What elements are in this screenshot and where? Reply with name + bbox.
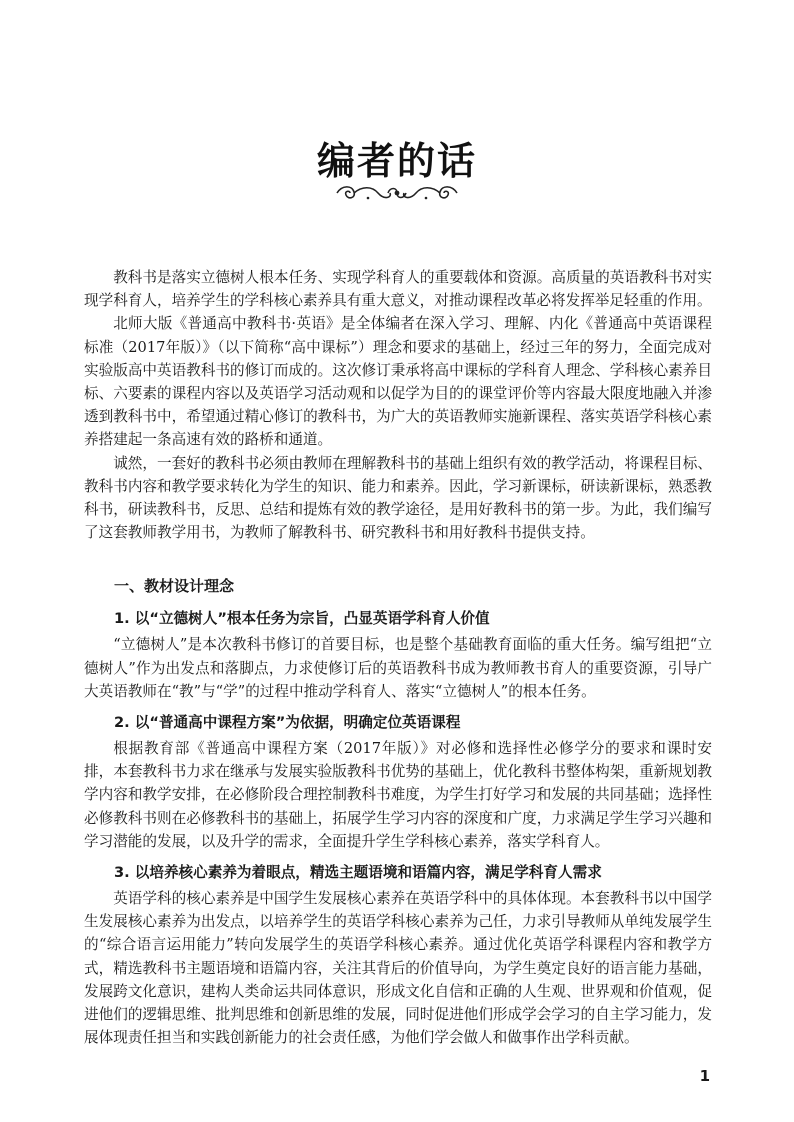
section-heading-1: 一、教材设计理念 [114, 577, 235, 596]
page-number: 1 [699, 1067, 710, 1085]
subsection-heading-1: 1. 以“立德树人”根本任务为宗旨，凸显英语学科育人价值 [114, 610, 490, 628]
intro-paragraph-3: 诚然，一套好的教科书必须由教师在理解教科书的基础上组织有效的教学活动，将课程目标、教科书内容和教学要求转化为学生的知识、能力和素养。因此，学习新课标，研读新课标，熟悉教科书，研读教科书，反思、总结和提炼有效的教学途径，是用好教科书的第一步。为此，我们编写了这套教师教学用书，为教师了解教科书、研究教科书和用好教科书提供支持。 [84, 454, 712, 542]
subsection-paragraph-2: 根据教育部《普通高中课程方案（2017年版）》对必修和选择性必修学分的要求和课时安排，本套教科书力求在继承与发展实验版教科书优势的基础上，优化教科书整体构架，重新规划教学内容和教学安排，在必修阶段合理控制教科书难度，为学生打好学习和发展的共同基础；选择性必修教科书则在必修教科书的基础上，拓展学生学习内容的深度和广度，力求满足学生学习兴趣和学习潜能的发展，以及升学的需求，全面提升学生学科核心素养，落实学科育人。 [84, 740, 712, 850]
intro-paragraph-1: 教科书是落实立德树人根本任务、实现学科育人的重要载体和资源。高质量的英语教科书对实现学科育人，培养学生的学科核心素养具有重大意义，对推动课程改革必将发挥举足轻重的作用。 [84, 269, 712, 310]
page-content [84, 266, 712, 1049]
subsection-paragraph-1: “立德树人”是本次教科书修订的首要目标，也是整个基础教育面临的重大任务。编写组把“立德树人”作为出发点和落脚点，力求使修订后的英语教科书成为教师教书育人的重要资源，引导广大英语教师在“教”与“学”的过程中推动学科育人、落实“立德树人”的根本任务。 [84, 636, 712, 700]
page-title: 编者的话 [316, 139, 477, 183]
subsection-paragraph-3: 英语学科的核心素养是中国学生发展核心素养在英语学科中的具体体现。本套教科书以中国学生发展核心素养为出发点，以培养学生的英语学科核心素养为己任，力求引导教师从单纯发展学生的“综合语言运用能力”转向发展学生的英语学科核心素养。通过优化英语学科课程内容和教学方式，精选教科书主题语境和语篇内容，关注其背后的价值导向，为学生奠定良好的语言能力基础，发展跨文化意识，建构人类命运共同体意识，形成文化自信和正确的人生观、世界观和价值观，促进他们的逻辑思维、批判思维和创新思维的发展，同时促进他们形成学会学习的自主学习能力，发展体现责任担当和实践创新能力的社会责任感，为他们学会做人和做事作出学科贡献。 [84, 890, 712, 1047]
subsection-heading-3: 3. 以培养核心素养为着眼点，精选主题语境和语篇内容，满足学科育人需求 [114, 864, 602, 882]
scroll-ornament-icon [332, 182, 462, 204]
subsection-heading-2: 2. 以“普通高中课程方案”为依据，明确定位英语课程 [114, 714, 461, 732]
intro-paragraph-2: 北师大版《普通高中教科书·英语》是全体编者在深入学习、理解、内化《普通高中英语课程标准（2017年版）》（以下简称“高中课标”）理念和要求的基础上，经过三年的努力，全面完成对实验版高中英语教科书的修订而成的。这次修订秉承将高中课标的学科育人理念、学科核心素养目标、六要素的课程内容以及英语学习活动观和以促学为目的的课堂评价等内容最大限度地融入并渗透到教科书中，希望通过精心修订的教科书，为广大的英语教师实施新课程、落实英语学科核心素养搭建起一条高速有效的路桥和通道。 [84, 315, 712, 449]
